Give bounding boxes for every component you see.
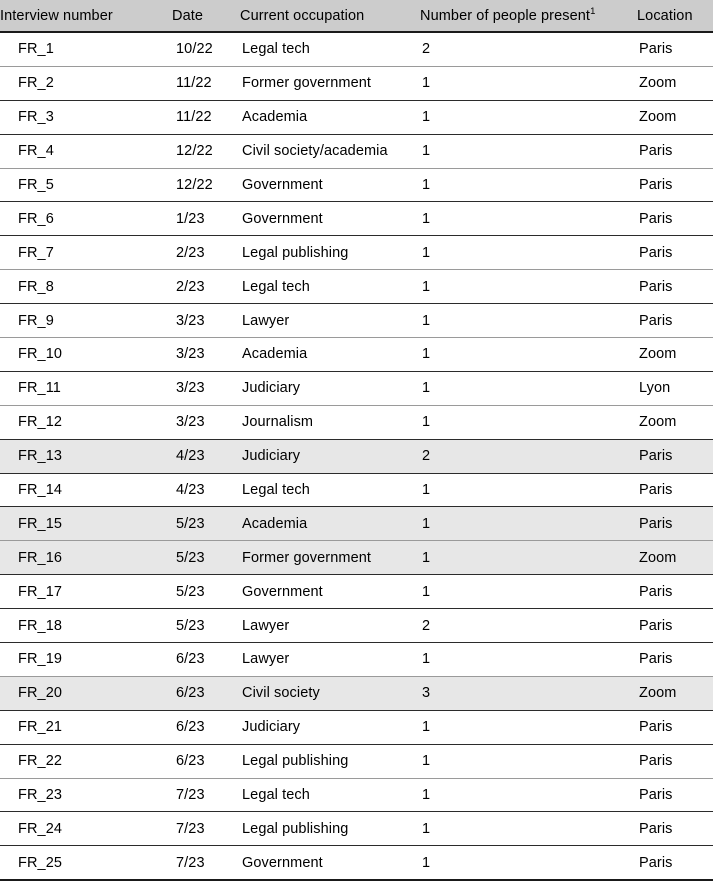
- cell-interview-number: FR_4: [0, 134, 172, 168]
- column-header-occupation: [240, 0, 420, 32]
- table-row[interactable]: [0, 168, 713, 202]
- cell-people-present: 1: [420, 846, 637, 880]
- cell-location: Zoom: [637, 676, 713, 710]
- table-row[interactable]: [0, 134, 713, 168]
- table-row[interactable]: [0, 439, 713, 473]
- cell-occupation: Academia: [240, 338, 420, 372]
- cell-people-present: 2: [420, 439, 637, 473]
- cell-people-present: 1: [420, 710, 637, 744]
- column-header-location-label: Location: [637, 7, 693, 24]
- cell-location: Paris: [637, 202, 713, 236]
- cell-date: 2/23: [172, 236, 240, 270]
- table-row[interactable]: [0, 473, 713, 507]
- cell-location: Paris: [637, 270, 713, 304]
- cell-interview-number: FR_10: [0, 338, 172, 372]
- cell-location: Paris: [637, 609, 713, 643]
- cell-location: Paris: [637, 168, 713, 202]
- cell-occupation: Former government: [240, 66, 420, 100]
- table-row[interactable]: [0, 371, 713, 405]
- cell-interview-number: FR_6: [0, 202, 172, 236]
- cell-occupation: Former government: [240, 541, 420, 575]
- cell-interview-number: FR_25: [0, 846, 172, 880]
- cell-interview-number: FR_17: [0, 575, 172, 609]
- cell-occupation: Legal tech: [240, 778, 420, 812]
- cell-interview-number: FR_12: [0, 405, 172, 439]
- cell-occupation: Civil society/academia: [240, 134, 420, 168]
- cell-people-present: 1: [420, 371, 637, 405]
- cell-location: Zoom: [637, 66, 713, 100]
- table-row[interactable]: [0, 609, 713, 643]
- cell-occupation: Academia: [240, 100, 420, 134]
- cell-date: 11/22: [172, 66, 240, 100]
- table-header: [0, 0, 713, 32]
- cell-location: Zoom: [637, 338, 713, 372]
- footnote-marker: 1: [590, 5, 596, 17]
- cell-date: 7/23: [172, 778, 240, 812]
- cell-people-present: 1: [420, 338, 637, 372]
- column-header-location: [637, 0, 713, 32]
- cell-interview-number: FR_24: [0, 812, 172, 846]
- cell-date: 3/23: [172, 371, 240, 405]
- table-row[interactable]: [0, 202, 713, 236]
- cell-interview-number: FR_2: [0, 66, 172, 100]
- cell-interview-number: FR_23: [0, 778, 172, 812]
- cell-location: Paris: [637, 134, 713, 168]
- cell-people-present: 1: [420, 778, 637, 812]
- cell-occupation: Academia: [240, 507, 420, 541]
- table-row[interactable]: [0, 643, 713, 677]
- table-row[interactable]: [0, 304, 713, 338]
- cell-people-present: 1: [420, 643, 637, 677]
- cell-occupation: Lawyer: [240, 304, 420, 338]
- table-row[interactable]: [0, 100, 713, 134]
- table-row[interactable]: [0, 846, 713, 880]
- cell-occupation: Government: [240, 846, 420, 880]
- cell-occupation: Lawyer: [240, 643, 420, 677]
- cell-date: 11/22: [172, 100, 240, 134]
- cell-interview-number: FR_5: [0, 168, 172, 202]
- cell-date: 10/22: [172, 32, 240, 66]
- cell-interview-number: FR_16: [0, 541, 172, 575]
- cell-location: Paris: [637, 473, 713, 507]
- cell-location: Paris: [637, 439, 713, 473]
- cell-location: Paris: [637, 32, 713, 66]
- cell-date: 7/23: [172, 846, 240, 880]
- table-row[interactable]: [0, 575, 713, 609]
- table-row[interactable]: [0, 270, 713, 304]
- cell-date: 5/23: [172, 507, 240, 541]
- cell-date: 3/23: [172, 405, 240, 439]
- cell-people-present: 1: [420, 304, 637, 338]
- table-body: [0, 32, 713, 880]
- table-row[interactable]: [0, 507, 713, 541]
- cell-people-present: 1: [420, 473, 637, 507]
- cell-interview-number: FR_1: [0, 32, 172, 66]
- column-header-people-present-label: Number of people present: [420, 7, 591, 24]
- cell-people-present: 1: [420, 202, 637, 236]
- cell-interview-number: FR_18: [0, 609, 172, 643]
- cell-people-present: 1: [420, 744, 637, 778]
- cell-date: 6/23: [172, 710, 240, 744]
- table-row[interactable]: [0, 66, 713, 100]
- table-row[interactable]: [0, 676, 713, 710]
- cell-people-present: 1: [420, 405, 637, 439]
- table-row[interactable]: [0, 338, 713, 372]
- cell-people-present: 2: [420, 609, 637, 643]
- cell-interview-number: FR_20: [0, 676, 172, 710]
- cell-date: 12/22: [172, 134, 240, 168]
- cell-people-present: 3: [420, 676, 637, 710]
- cell-occupation: Legal tech: [240, 473, 420, 507]
- cell-date: 6/23: [172, 643, 240, 677]
- cell-location: Paris: [637, 643, 713, 677]
- cell-interview-number: FR_22: [0, 744, 172, 778]
- cell-people-present: 1: [420, 507, 637, 541]
- cell-people-present: 1: [420, 541, 637, 575]
- cell-occupation: Judiciary: [240, 371, 420, 405]
- cell-interview-number: FR_8: [0, 270, 172, 304]
- cell-date: 12/22: [172, 168, 240, 202]
- cell-location: Paris: [637, 778, 713, 812]
- cell-date: 1/23: [172, 202, 240, 236]
- cell-date: 5/23: [172, 575, 240, 609]
- cell-interview-number: FR_13: [0, 439, 172, 473]
- cell-location: Paris: [637, 575, 713, 609]
- cell-people-present: 1: [420, 66, 637, 100]
- table-header-row: [0, 0, 713, 32]
- cell-occupation: Legal tech: [240, 32, 420, 66]
- cell-occupation: Judiciary: [240, 439, 420, 473]
- cell-occupation: Lawyer: [240, 609, 420, 643]
- column-header-occupation-label: Current occupation: [240, 7, 365, 24]
- cell-occupation: Judiciary: [240, 710, 420, 744]
- cell-date: 5/23: [172, 541, 240, 575]
- cell-date: 6/23: [172, 676, 240, 710]
- cell-occupation: Government: [240, 575, 420, 609]
- cell-people-present: 1: [420, 168, 637, 202]
- cell-people-present: 1: [420, 575, 637, 609]
- cell-people-present: 1: [420, 100, 637, 134]
- cell-people-present: 1: [420, 236, 637, 270]
- cell-occupation: Legal tech: [240, 270, 420, 304]
- cell-location: Paris: [637, 236, 713, 270]
- cell-interview-number: FR_15: [0, 507, 172, 541]
- cell-location: Zoom: [637, 100, 713, 134]
- table-row[interactable]: [0, 541, 713, 575]
- column-header-interview-number-label: Interview number: [0, 7, 113, 24]
- cell-interview-number: FR_7: [0, 236, 172, 270]
- table-row[interactable]: [0, 236, 713, 270]
- cell-date: 4/23: [172, 439, 240, 473]
- cell-occupation: Government: [240, 202, 420, 236]
- cell-occupation: Journalism: [240, 405, 420, 439]
- cell-occupation: Civil society: [240, 676, 420, 710]
- cell-location: Zoom: [637, 405, 713, 439]
- cell-date: 4/23: [172, 473, 240, 507]
- cell-interview-number: FR_9: [0, 304, 172, 338]
- table-row[interactable]: [0, 405, 713, 439]
- cell-location: Paris: [637, 812, 713, 846]
- table-row[interactable]: [0, 778, 713, 812]
- table-row[interactable]: [0, 812, 713, 846]
- cell-interview-number: FR_11: [0, 371, 172, 405]
- cell-location: Paris: [637, 744, 713, 778]
- cell-date: 3/23: [172, 304, 240, 338]
- table-row[interactable]: [0, 744, 713, 778]
- cell-location: Paris: [637, 710, 713, 744]
- cell-location: Zoom: [637, 541, 713, 575]
- column-header-interview-number: [0, 0, 172, 32]
- cell-occupation: Legal publishing: [240, 812, 420, 846]
- cell-date: 3/23: [172, 338, 240, 372]
- cell-location: Paris: [637, 507, 713, 541]
- cell-interview-number: FR_21: [0, 710, 172, 744]
- cell-date: 7/23: [172, 812, 240, 846]
- cell-interview-number: FR_3: [0, 100, 172, 134]
- cell-location: Paris: [637, 304, 713, 338]
- column-header-people-present: [420, 0, 637, 32]
- table-row[interactable]: [0, 32, 713, 66]
- column-header-date: [172, 0, 240, 32]
- cell-people-present: 1: [420, 270, 637, 304]
- cell-people-present: 1: [420, 134, 637, 168]
- table-row[interactable]: [0, 710, 713, 744]
- cell-date: 5/23: [172, 609, 240, 643]
- cell-interview-number: FR_19: [0, 643, 172, 677]
- column-header-date-label: Date: [172, 7, 204, 24]
- cell-interview-number: FR_14: [0, 473, 172, 507]
- cell-date: 2/23: [172, 270, 240, 304]
- cell-occupation: Legal publishing: [240, 744, 420, 778]
- cell-occupation: Legal publishing: [240, 236, 420, 270]
- cell-location: Lyon: [637, 371, 713, 405]
- cell-location: Paris: [637, 846, 713, 880]
- cell-occupation: Government: [240, 168, 420, 202]
- cell-people-present: 2: [420, 32, 637, 66]
- cell-date: 6/23: [172, 744, 240, 778]
- cell-people-present: 1: [420, 812, 637, 846]
